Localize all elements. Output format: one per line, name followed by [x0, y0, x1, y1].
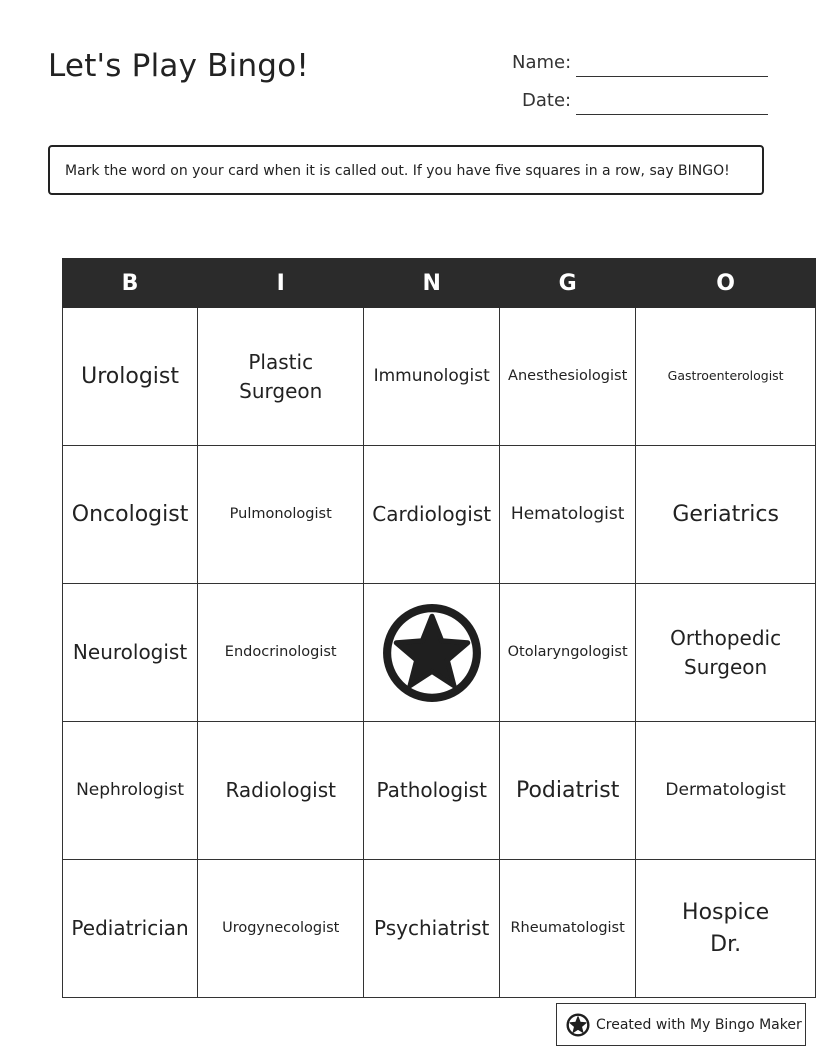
bingo-cell[interactable]: Hospice Dr. — [636, 860, 816, 998]
bingo-cell[interactable]: Immunologist — [364, 308, 500, 446]
column-header-n: N — [364, 259, 500, 308]
bingo-cell[interactable]: Orthopedic Surgeon — [636, 584, 816, 722]
bingo-row — [63, 860, 816, 998]
star-circle-icon — [381, 602, 483, 704]
instructions-box — [48, 145, 764, 195]
name-field — [512, 52, 571, 73]
free-space-cell[interactable] — [364, 584, 500, 722]
bingo-cell[interactable]: Gastroenterologist — [636, 308, 816, 446]
bingo-cell[interactable]: Geriatrics — [636, 446, 816, 584]
bingo-cell[interactable]: Cardiologist — [364, 446, 500, 584]
bingo-header-row — [63, 259, 816, 308]
bingo-cell[interactable]: Otolaryngologist — [500, 584, 636, 722]
footer-badge[interactable] — [556, 1003, 806, 1046]
bingo-cell[interactable]: Dermatologist — [636, 722, 816, 860]
column-header-i: I — [198, 259, 364, 308]
bingo-cell[interactable]: Psychiatrist — [364, 860, 500, 998]
date-field — [522, 90, 571, 111]
bingo-cell[interactable]: Oncologist — [63, 446, 198, 584]
column-header-g: G — [500, 259, 636, 308]
column-header-b: B — [63, 259, 198, 308]
bingo-row — [63, 308, 816, 446]
bingo-cell[interactable]: Endocrinologist — [198, 584, 364, 722]
bingo-cell[interactable]: Pediatrician — [63, 860, 198, 998]
bingo-cell[interactable]: Anesthesiologist — [500, 308, 636, 446]
bingo-cell[interactable]: Neurologist — [63, 584, 198, 722]
bingo-cell[interactable]: Urologist — [63, 308, 198, 446]
footer-text: Created with My Bingo Maker — [596, 1016, 802, 1033]
date-label: Date: — [522, 90, 572, 111]
bingo-row — [63, 446, 816, 584]
bingo-cell[interactable]: Rheumatologist — [500, 860, 636, 998]
bingo-card — [62, 258, 816, 998]
column-header-o: O — [636, 259, 816, 308]
instructions-text: Mark the word on your card when it is called out. If you have five squares in a row, say BINGO! — [65, 163, 730, 179]
bingo-cell[interactable]: Nephrologist — [63, 722, 198, 860]
page-title: Let's Play Bingo! — [48, 48, 309, 84]
bingo-row — [63, 722, 816, 860]
star-circle-icon — [566, 1013, 590, 1037]
bingo-cell[interactable]: Pulmonologist — [198, 446, 364, 584]
bingo-cell[interactable]: Plastic Surgeon — [198, 308, 364, 446]
name-line[interactable] — [576, 76, 768, 77]
date-line[interactable] — [576, 114, 768, 115]
bingo-cell[interactable]: Podiatrist — [500, 722, 636, 860]
bingo-cell[interactable]: Radiologist — [198, 722, 364, 860]
name-label: Name: — [512, 52, 572, 73]
bingo-cell[interactable]: Hematologist — [500, 446, 636, 584]
bingo-row — [63, 584, 816, 722]
bingo-cell[interactable]: Pathologist — [364, 722, 500, 860]
bingo-cell[interactable]: Urogynecologist — [198, 860, 364, 998]
